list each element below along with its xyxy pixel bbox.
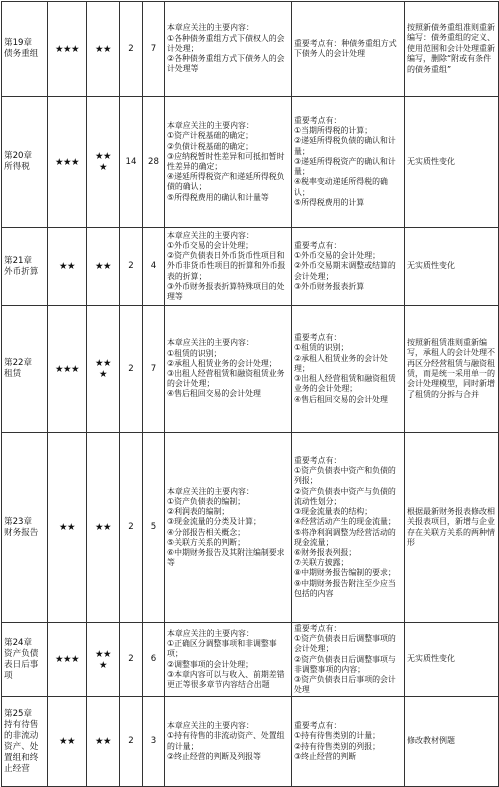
focus-content-line: 本章应关注的主要内容： — [167, 338, 254, 348]
importance-stars: ★★★ — [48, 2, 87, 97]
key-points-line: ③资产负债表日后事项的会计处理 — [294, 675, 396, 695]
key-points-line: ④售后租回交易的会计处理 — [294, 394, 388, 404]
key-points-line: ③递延所得税资产的确认和计量； — [294, 156, 396, 177]
count-cell-1: 2 — [120, 228, 143, 306]
chapter-cell: 第24章 资产负债表日后事项 — [2, 623, 48, 697]
key-points-line: ②外币交易期末调整或结算的会计处理； — [294, 261, 396, 281]
importance-stars: ★★★ — [48, 97, 87, 228]
focus-content-line: ①外币交易的会计处理； — [167, 240, 253, 250]
key-points-line: ⑦关联方披露； — [294, 558, 349, 568]
key-points-line: 重要考点有： — [294, 624, 342, 633]
key-points-line: ④税率变动递延所得税的确认； — [294, 177, 388, 197]
key-points-line: ②资产负债表中资产与负债的流动性划分； — [294, 486, 396, 506]
focus-content-line: 本章应关注的主要内容： — [167, 121, 254, 131]
key-points-line: ②递延所得税负债的确认和计量； — [294, 136, 396, 156]
focus-content — [165, 306, 292, 433]
difficulty-stars: ★★ — [87, 433, 120, 623]
chapter-cell: 第19章 债务重组 — [2, 2, 48, 97]
key-points-line: 重要考点有： — [294, 721, 342, 731]
key-points — [292, 697, 405, 787]
focus-content-line: ②终止经营的判断及列报等 — [167, 751, 261, 761]
focus-content-line: ③现金流量的分类及计算； — [167, 517, 261, 527]
count-cell-1: 2 — [120, 2, 143, 97]
count-cell-1: 2 — [120, 697, 143, 787]
key-points-line: ⑤所得税费用的计算 — [294, 197, 365, 207]
focus-content-line: ④分部报告相关概念； — [167, 527, 246, 537]
focus-content-line: ②负债计税基础的确定； — [167, 141, 253, 151]
focus-content — [165, 623, 292, 697]
difficulty-stars: ★★ — [87, 228, 120, 306]
count-cell-1: 2 — [120, 433, 143, 623]
count-cell-2: 6 — [143, 623, 165, 697]
focus-content-line: 本章应关注的主要内容： — [167, 628, 254, 638]
focus-content-line: ⑤关联方关系的判断； — [167, 537, 246, 547]
count-cell-2: 4 — [143, 228, 165, 306]
change-note: 无实质性变化 — [405, 623, 499, 697]
focus-content-line: ②利润表的编制； — [167, 507, 230, 517]
key-points-line: ⑤将净利润调整为经营活动的现金流量； — [294, 527, 396, 547]
focus-content-line: 本章应关注的主要内容： — [167, 230, 254, 240]
count-cell-1: 2 — [120, 306, 143, 433]
key-points-line: ④经营活动产生的现金流量； — [294, 517, 396, 527]
key-points — [292, 306, 405, 433]
focus-content-line: ⑤所得税费用的确认和计量等 — [167, 192, 269, 202]
count-cell-2: 28 — [143, 97, 165, 228]
chapter-cell: 第25章 持有待售的非流动资产、处置组和终止经营 — [2, 697, 48, 787]
key-points — [292, 97, 405, 228]
table-row — [2, 433, 499, 623]
focus-content-line: 本章应关注的主要内容： — [167, 721, 254, 731]
key-points-line: ①资产负债表日后调整事项的会计处理； — [294, 634, 396, 654]
count-cell-2: 3 — [143, 697, 165, 787]
focus-content — [165, 2, 292, 97]
focus-content-line: ③外币财务报表折算特殊项目的处理等 — [167, 281, 285, 301]
table-row — [2, 697, 499, 787]
key-points-line: 重要考点有： — [294, 456, 342, 466]
key-points-line: 重要考点有：种债务重组方式下债务人的会计处理 — [294, 38, 397, 58]
count-cell-2: 7 — [143, 2, 165, 97]
focus-content-line: ②调整事项的会计处理； — [167, 659, 253, 669]
count-cell-2: 7 — [143, 306, 165, 433]
count-cell-1: 14 — [120, 97, 143, 228]
focus-content-line: ①资产负债表的编制； — [167, 496, 246, 506]
focus-content-line: ②资产负债表日外币货币性项目和外币非货币性项目的折算和外币报表的折算； — [167, 251, 286, 281]
key-points-line: 重要考点有： — [294, 333, 342, 343]
change-note: 按照新债务重组准则重新编写：债务重组的定义、使用范围和会计处理重新编写，删除“附或有条件的债务重组” — [405, 2, 499, 97]
key-points — [292, 228, 405, 306]
focus-content-line: ②承租人租赁业务的会计处理； — [167, 358, 277, 368]
difficulty-stars: ★★ — [87, 697, 120, 787]
key-points-line: ①租赁的识别； — [294, 343, 349, 353]
key-points — [292, 433, 405, 623]
key-points-line: ⑧中期财务报告编制的要求； — [294, 568, 396, 578]
focus-content-line: ①资产计税基础的确定； — [167, 131, 253, 141]
count-cell-1: 2 — [120, 623, 143, 697]
change-note: 无实质性变化 — [405, 97, 499, 228]
chapter-cell: 第22章 租赁 — [2, 306, 48, 433]
importance-stars: ★★ — [48, 228, 87, 306]
key-points-line: ②承租人租赁业务的会计处理； — [294, 353, 388, 373]
key-points-line: ⑨中期财务报告附注至少应当包括的内容 — [294, 578, 396, 598]
key-points-line: ⑥财务报表列报； — [294, 547, 357, 557]
table-row — [2, 2, 499, 97]
focus-content-line: 本章应关注的主要内容： — [167, 23, 254, 33]
key-points-line: ③现金流量表的结构； — [294, 507, 373, 517]
focus-content-line: ③应纳税暂时性差异和可抵扣暂时性差异的确定； — [167, 151, 285, 171]
focus-content-line: ③本章内容可以与收入、前期差错更正等很多章节内容结合出题 — [167, 669, 285, 689]
key-points-line: ①外币交易的会计处理； — [294, 251, 380, 261]
difficulty-stars: ★★ — [87, 2, 120, 97]
difficulty-stars: ★★ ★ — [87, 306, 120, 433]
count-cell-2: 5 — [143, 433, 165, 623]
focus-content — [165, 697, 292, 787]
focus-content-line: ④售后租回交易的会计处理 — [167, 389, 261, 399]
change-note: 按照新租赁准则重新编写，承租人的会计处理不再区分经营租赁与融资租赁，而是统一采用单一的会计处理模型，同时新增了租赁的分拆与合并 — [405, 306, 499, 433]
importance-stars: ★★ — [48, 697, 87, 787]
table-row — [2, 228, 499, 306]
difficulty-stars: ★★ ★ — [87, 623, 120, 697]
change-note: 修改教材例题 — [405, 697, 499, 787]
key-points-line: 重要考点有： — [294, 116, 342, 126]
key-points — [292, 2, 405, 97]
importance-stars: ★★★ — [48, 306, 87, 433]
change-note: 无实质性变化 — [405, 228, 499, 306]
focus-content-line: ②各种债务重组方式下债务人的会计处理等 — [167, 54, 285, 74]
focus-content-line: ①租赁的识别； — [167, 348, 222, 358]
importance-stars: ★★★ — [48, 623, 87, 697]
focus-content-line: ①各种债务重组方式下债权人的会计处理； — [167, 33, 285, 53]
importance-stars: ★★ — [48, 433, 87, 623]
key-points-line: ②资产负债表日后调整事项与非调整事项的内容； — [294, 654, 396, 674]
difficulty-stars: ★★ ★ — [87, 97, 120, 228]
key-points — [292, 623, 405, 697]
syllabus-table-page — [1, 1, 498, 774]
key-points-line: ②持有待售类别的列报； — [294, 741, 380, 751]
key-points-line: 重要考点有： — [294, 240, 342, 250]
table-row — [2, 623, 499, 697]
chapter-cell: 第21章 外币折算 — [2, 228, 48, 306]
table-row — [2, 306, 499, 433]
focus-content-line: ①正确区分调整事项和非调整事项； — [167, 639, 277, 659]
focus-content — [165, 97, 292, 228]
focus-content-line: ④递延所得税资产和递延所得税负债的确认； — [167, 172, 285, 192]
focus-content-line: ③出租人经营租赁和融资租赁业务的会计处理； — [167, 369, 285, 389]
chapter-cell: 第23章 财务报告 — [2, 433, 48, 623]
table-body — [2, 2, 499, 787]
change-note: 根据最新财务报表修改相关报表项目，新增与企业存在关联方关系的两种情形 — [405, 433, 499, 623]
chapter-cell: 第20章 所得税 — [2, 97, 48, 228]
syllabus-table — [1, 1, 499, 787]
key-points-line: ①持有待售类别的计量； — [294, 731, 380, 741]
key-points-line: ③终止经营的判断 — [294, 751, 357, 761]
key-points-line: ③外币财务报表折算 — [294, 281, 365, 291]
key-points-line: ③出租人经营租赁和融资租赁业务的会计处理； — [294, 374, 396, 394]
focus-content — [165, 433, 292, 623]
focus-content-line: ⑥中期财务报告及其附注编制要求等 — [167, 547, 285, 568]
focus-content-line: 本章应关注的主要内容： — [167, 486, 254, 496]
focus-content-line: ①持有待售的非流动资产、处置组的计量； — [167, 731, 285, 751]
table-row — [2, 97, 499, 228]
key-points-line: ①当期所得税的计算； — [294, 126, 373, 136]
focus-content — [165, 228, 292, 306]
key-points-line: ①资产负债表中资产和负债的列报； — [294, 466, 396, 486]
